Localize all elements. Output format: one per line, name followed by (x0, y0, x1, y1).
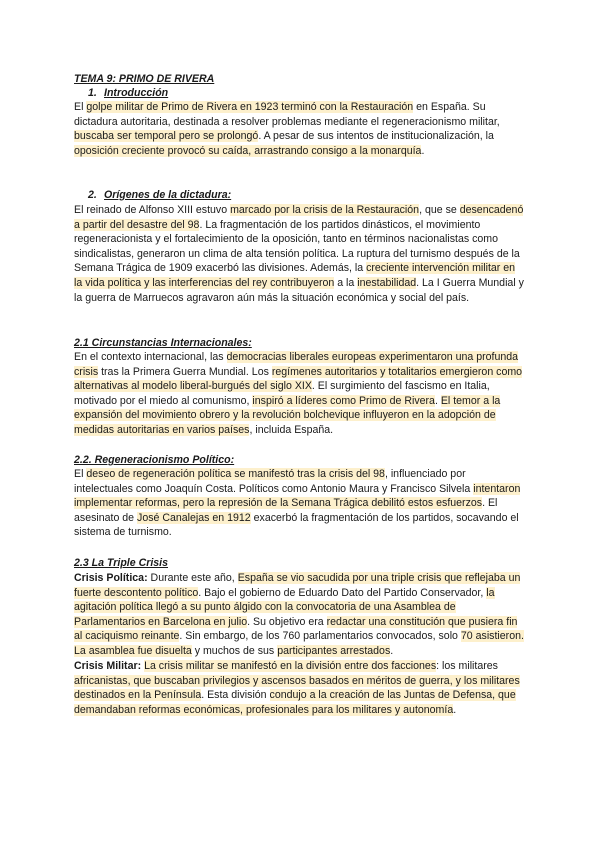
highlighted-text: participantes arrestados (277, 644, 391, 657)
text-run: . Bajo el gobierno de Eduardo Dato del Partido Conservador, (198, 586, 487, 599)
section-2-2-paragraph (74, 467, 526, 540)
text-run: . Sin embargo, de los 760 parlamentarios convocados, solo (179, 630, 461, 643)
highlighted-text: democracias liberales europeas experimentaron una profunda crisis (74, 351, 519, 378)
text-run: a la (334, 276, 358, 289)
text-run: , influenciado por intelectuales como Joaquín Costa. Políticos como Antonio Maura y Francisco Silvela (74, 468, 474, 495)
section-2-3-heading: 2.3 La Triple Crisis (74, 557, 169, 569)
highlighted-text: 70 asistieron. La asamblea fue disuelta (74, 630, 524, 657)
highlighted-text: africanistas, que buscaban privilegios y ascensos basados en méritos de guerra, y los militares destinados en la Península (74, 674, 520, 702)
text-run: El reinado de Alfonso XIII estuvo (74, 204, 231, 216)
highlighted-text: oposición creciente provocó su caída, arrastrando consigo a la monarquía (74, 144, 422, 157)
text-run: . La fragmentación de los partidos dinásticos, el movimiento regeneracionista y el fortalecimiento de la oposición, tanto en términos nacionalistas como sindicalistas, generaron un clima de alta tensión política. La ruptura del turnismo después de la Semana Trágica de 1909 exacerbó las divisiones. Además, la (74, 218, 520, 275)
text-run: El (74, 101, 87, 113)
section-2-2-heading: 2.2. Regeneracionismo Político: (74, 454, 235, 466)
highlighted-text: inestabilidad (357, 276, 417, 289)
section-2-1-heading: 2.1 Circunstancias Internacionales: (74, 337, 252, 349)
text-run: . El asesinato de (74, 497, 498, 524)
text-run: . (453, 703, 457, 716)
document-title: TEMA 9: PRIMO DE RIVERA (74, 73, 215, 85)
text-run: : los militares (436, 660, 498, 672)
section-1-paragraph (74, 100, 526, 158)
highlighted-text: inspiró a líderes como Primo de Rivera (252, 394, 435, 407)
text-run: . (390, 644, 394, 657)
crisis-politica-label: Crisis Política: (74, 572, 148, 584)
highlighted-text: El temor a la expansión del movimiento obrero y la revolución bolchevique influyeron en la adopción de medidas autoritarias en varios países (74, 394, 501, 436)
section-2-heading-text: Orígenes de la dictadura: (104, 189, 232, 201)
highlighted-text: intentaron implementar reformas, pero la represión de la Semana Trágica debilitó estos esfuerzos (74, 482, 521, 510)
section-2-number: 2. (88, 189, 97, 201)
text-run: . Su objetivo era (247, 615, 327, 628)
section-1-number: 1. (88, 87, 97, 99)
text-run: . Esta división (201, 689, 270, 702)
section-2-paragraph (74, 203, 526, 305)
crisis-militar-label: Crisis Militar: (74, 660, 142, 672)
highlighted-text: creciente intervención militar en la vida política y las interferencias del rey contribuyeron (74, 262, 516, 289)
highlighted-text: redactar una constitución que pusiera fin al caciquismo reinante (74, 615, 518, 643)
highlighted-text: deseo de regeneración política se manifestó tras la crisis del 98 (86, 468, 385, 480)
text-run: . A pesar de sus intentos de institucionalización, la (258, 130, 494, 143)
highlighted-text: José Canalejas en 1912 (137, 511, 251, 524)
highlighted-text: buscaba ser temporal pero se prolongó (74, 130, 259, 143)
highlighted-text: condujo a la creación de las Juntas de Defensa, que demandaban reformas económicas, profesionales para los militares y autonomía (74, 689, 516, 716)
crisis-militar-text (74, 660, 520, 716)
text-run: El (74, 468, 87, 480)
highlighted-text: desencadenó a partir del desastre del 98 (74, 204, 524, 231)
crisis-politica-text (74, 572, 524, 657)
text-run: , que se (419, 204, 460, 216)
highlighted-text: La crisis militar se manifestó en la división entre dos facciones (144, 660, 437, 672)
highlighted-text: marcado por la crisis de la Restauración (230, 204, 420, 216)
section-1-heading-text: Introducción (104, 87, 169, 99)
highlighted-text: la agitación política llegó a su punto álgido con la convocatoria de una Asamblea de Parlamentarios en Barcelona en julio (74, 586, 495, 628)
crisis-militar-paragraph (74, 659, 526, 717)
text-run: . El surgimiento del fascismo en Italia, motivado por el miedo al comunismo, (74, 380, 490, 407)
text-run: . (434, 394, 441, 407)
text-run: en España. Su dictadura autoritaria, destinada a resolver problemas mediante el regeneracionismo militar, (74, 101, 500, 128)
highlighted-text: regímenes autoritarios y totalitarios emergieron como alternativas al modelo liberal-burgués del siglo XIX (74, 365, 523, 393)
text-run: , incluida España. (249, 423, 334, 436)
text-run: Durante este año, (147, 572, 238, 584)
text-run: tras la Primera Guerra Mundial. Los (98, 365, 272, 378)
text-run: . (421, 144, 425, 157)
section-1-heading (88, 86, 168, 100)
section-2-1-paragraph (74, 350, 526, 438)
highlighted-text: golpe militar de Primo de Rivera en 1923 terminó con la Restauración (86, 101, 414, 113)
section-2-heading (88, 188, 231, 202)
text-run: En el contexto internacional, las (74, 351, 227, 363)
text-run: y muchos de sus (191, 644, 278, 657)
crisis-politica-paragraph (74, 571, 526, 659)
text-run: exacerbó la fragmentación de los partidos, socavando el sistema de turnismo. (74, 511, 519, 539)
highlighted-text: España se vio sacudida por una triple crisis que reflejaba un fuerte descontento político (74, 572, 521, 599)
text-run: . La I Guerra Mundial y la guerra de Marruecos agravaron aún más la situación económica y social del país. (74, 276, 524, 304)
